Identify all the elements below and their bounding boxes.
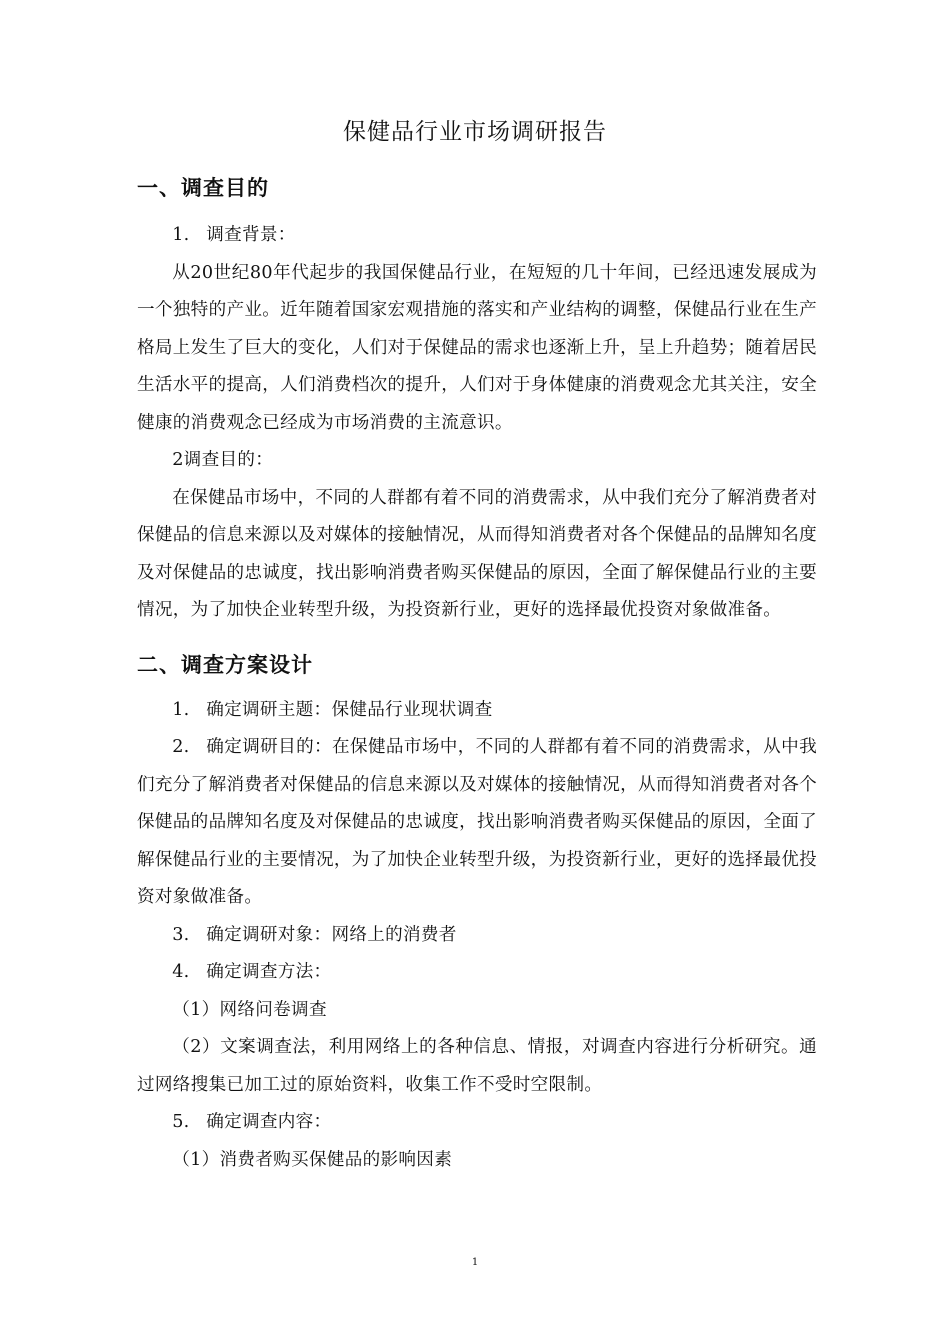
item-number: 4. — [172, 962, 190, 982]
item-number: 3. — [172, 924, 190, 945]
plan-item-2 — [137, 729, 817, 917]
plan-item-text: 确定调研对象：网络上的消费者 — [206, 924, 457, 945]
plan-item-4 — [137, 954, 817, 992]
document-body — [137, 171, 817, 1179]
plan-item-text: 确定调查内容： — [206, 1112, 332, 1132]
method-1: （1）网络问卷调查 — [172, 999, 327, 1020]
item-number: 1. — [172, 225, 190, 245]
background-label-line — [137, 217, 817, 255]
method-2: （2）文案调查法，利用网络上的各种信息、情报，对调查内容进行分析研究。通过网络搜集已加工过的原始资料，收集工作不受时空限制。 — [137, 1037, 817, 1095]
plan-item-1 — [137, 692, 817, 730]
content-1: （1）消费者购买保健品的影响因素 — [172, 1149, 453, 1170]
purpose-label: 2调查目的： — [172, 450, 274, 470]
section-heading-1: 一、调查目的 — [137, 176, 269, 200]
purpose-paragraph: 在保健品市场中，不同的人群都有着不同的消费需求，从中我们充分了解消费者对保健品的信息来源以及对媒体的接触情况，从而得知消费者对各个保健品的品牌知名度及对保健品的忠诚度，找出影响消费者购买保健品的原因，全面了解保健品行业的主要情况，为了加快企业转型升级，为投资新行业，更好的选择最优投资对象做准备。 — [137, 487, 817, 620]
plan-item-3 — [137, 917, 817, 955]
plan-item-text: 确定调研主题：保健品行业现状调查 — [206, 699, 493, 720]
plan-item-text: 确定调研目的：在保健品市场中，不同的人群都有着不同的消费需求，从中我们充分了解消费者对保健品的信息来源以及对媒体的接触情况，从而得知消费者对各个保健品的品牌知名度及对保健品的忠诚度，找出影响消费者购买保健品的原因，全面了解保健品行业的主要情况，为了加快企业转型升级，为投资新行业，更好的选择最优投资对象做准备。 — [137, 737, 817, 907]
page-number: 1 — [471, 1257, 479, 1268]
item-number: 1. — [172, 699, 190, 720]
plan-item-5 — [137, 1104, 817, 1142]
item-number: 5. — [172, 1112, 190, 1132]
item-number: 2. — [172, 737, 190, 757]
background-label: 调查背景： — [206, 225, 296, 245]
background-paragraph: 从20世纪80年代起步的我国保健品行业，在短短的几十年间，已经迅速发展成为一个独特的产业。近年随着国家宏观措施的落实和产业结构的调整，保健品行业在生产格局上发生了巨大的变化，人们对于保健品的需求也逐渐上升，呈上升趋势；随着居民生活水平的提高，人们消费档次的提升，人们对于身体健康的消费观念尤其关注，安全健康的消费观念已经成为市场消费的主流意识。 — [137, 262, 817, 433]
section-heading-2: 二、调查方案设计 — [137, 652, 313, 677]
document-title: 保健品行业市场调研报告 — [343, 119, 607, 145]
plan-item-text: 确定调查方法： — [206, 962, 332, 982]
